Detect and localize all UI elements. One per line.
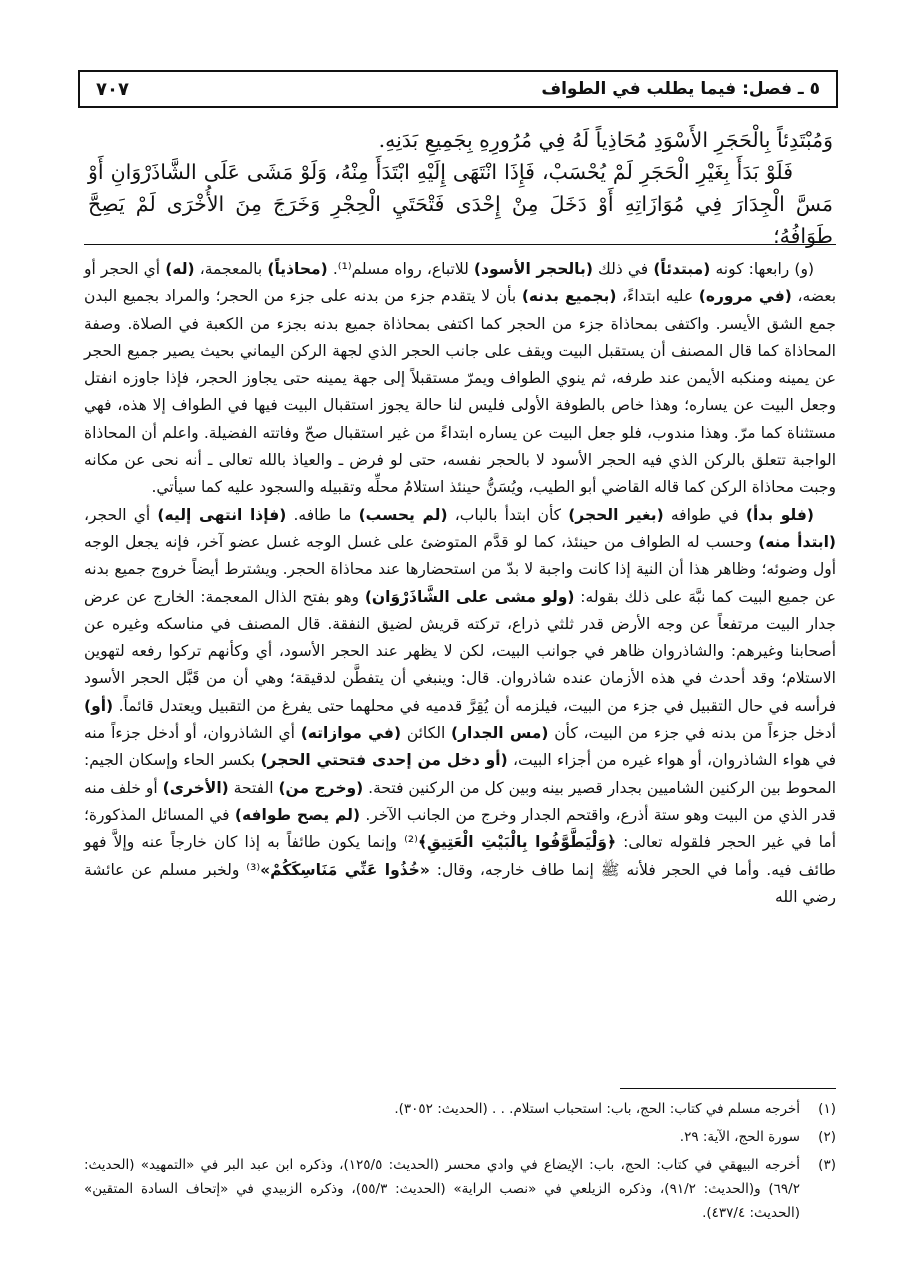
commentary-text: بكسر الحاء وإسكان الجيم: المحوط بين الركنين الشاميين بجدار قصير بينه وبين كل من الركنين فتحة.	[84, 751, 837, 797]
running-header	[78, 70, 838, 108]
lemma-text: (وخرج من)	[278, 778, 364, 797]
lemma-text: ﴿وَلْيَطَّوَّفُوا بِالْبَيْتِ الْعَتِيقِ﴾	[417, 833, 617, 852]
lemma-text: (بالحجر الأسود)	[473, 260, 593, 278]
lemma-text: (أو)	[84, 696, 114, 715]
commentary-text: في طوافه	[663, 505, 746, 524]
commentary-text: (و) رابعها: كونه	[710, 260, 814, 278]
commentary-text: عليه ابتداءً،	[616, 287, 699, 306]
commentary-text: بالمعجمة،	[194, 260, 268, 278]
lemma-text: (فإذا انتهى إليه)	[157, 505, 287, 524]
commentary	[84, 256, 836, 911]
footnote-text: سورة الحج، الآية: ٢٩.	[679, 1129, 800, 1145]
commentary-text: أدخل جزءاً من بدنه في جزء من البيت، كأن	[548, 724, 836, 743]
commentary-text: ما طافه.	[286, 505, 359, 524]
commentary-text: وهو بفتح الذال المعجمة: الخارج عن عرض جدار البيت مرتفعاً عن وجه الأرض قدر ثلثي ذراع، تركته قريش لضيق النفقة. قال المصنف في مناسكه وغيره عن أصحابنا وغيرهم: والشاذروان ظاهر في جوانب البيت، لكن لا يظهر عند الحجر الأسود، أي وكأنهم تركوا رفعه لتهوين الاستلام؛ وقد أحدث في هذه الأزمان عنده شاذروان. قال: وينبغي أن يتفطَّن لدقيقة؛ وهي أن من قَبَّل الحجر الأسود فرأسه في حال التقبيل في جزء من البيت، فيلزمه أن يُقِرَّ قدميه في محلهما حتى يفرغ من التقبيل ويعتدل قائماً.	[84, 587, 836, 715]
commentary-text: أي الحجر أو بعضه،	[84, 260, 837, 306]
footnote-text: أخرجه البيهقي في كتاب: الحج، باب: الإيضاع في وادي محسر (الحديث: ١٢٥/٥)، وذكره ابن عبد البر في «التمهيد» (الحديث: ٦٩/٢) و(الحديث: ٩١/٢)، وذكره الزيلعي في «نصب الراية» (الحديث: ٥٥/٣)، وذكره الزبيدي في «إتحاف السادة المتقين» (الحديث: ٤٣٧/٤).	[84, 1157, 801, 1221]
commentary-text: ⁽³⁾ ولخبر مسلم عن عائشة رضي الله	[84, 860, 836, 906]
commentary-paragraph-1	[84, 256, 836, 502]
page-number: ٧٠٧	[96, 78, 129, 100]
footnotes	[84, 1097, 836, 1229]
lemma-text: (محاذياً)	[267, 260, 328, 278]
lemma-text: (مس الجدار)	[451, 724, 549, 743]
commentary-text: في المسائل المذكورة؛ أما في غير الحجر فلقوله تعالى:	[84, 805, 837, 852]
lemma-text: (له)	[165, 260, 195, 278]
commentary-text: للاتباع، رواه مسلم⁽¹⁾.	[327, 260, 474, 278]
section-title: ٥ ـ فصل: فيما يطلب في الطواف	[541, 79, 820, 99]
footnote-number: (١)	[818, 1101, 836, 1117]
footnote	[84, 1125, 836, 1149]
main-text-line-2: فَلَوْ بَدَأَ بِغَيْرِ الْحَجَرِ لَمْ يُحْسَبْ، فَإِذَا انْتَهَى إِلَيْهِ ابْتَدَأَ مِنْهُ، وَلَوْ مَشَى عَلَى الشَّاذَرْوَانِ أَوْ مَسَّ الْجِدَارَ فِي مُوَازَاتِهِ أَوْ دَخَلَ مِنْ إِحْدَى فَتْحَتَيِ الْحِجْرِ وَخَرَجَ مِنَ الأُخْرَى لَمْ يَصِحَّ طَوَافُهُ؛	[88, 160, 833, 248]
lemma-text: (بغير الحجر)	[568, 505, 664, 524]
commentary-paragraph-2	[84, 502, 836, 911]
footnote	[84, 1153, 836, 1225]
lemma-text: (لم يحسب)	[358, 505, 448, 524]
lemma-text: (فلو بدأ)	[745, 505, 814, 524]
lemma-text: (في مروره)	[698, 287, 792, 306]
main-text	[88, 124, 833, 252]
footnote-number: (٣)	[818, 1157, 836, 1173]
commentary-text: الكائن	[401, 724, 452, 743]
footnote-text: أخرجه مسلم في كتاب: الحج، باب: استحباب استلام. . . (الحديث: ٣٠٥٢).	[394, 1101, 800, 1117]
text-divider	[84, 244, 836, 245]
lemma-text: (ولو مشى على الشَّاذَرْوَان)	[364, 587, 575, 606]
commentary-text: ⁽²⁾ وإنما يكون طائفاً به إذا كان خارجاً عنه وإلاَّ فهو طائف فيه. وأما في الحجر فلأنه ﷺ إنما طاف خارجه، وقال:	[84, 833, 836, 879]
commentary-text: أي الحجر،	[84, 505, 158, 524]
commentary-text: أي الشاذروان، أو أدخل جزءاً منه في هواء الشاذروان، أو هواء غيره من أجزاء البيت،	[84, 724, 836, 770]
commentary-text: أو خلف منه قدر الذي من البيت وهو ستة أذرع، واقتحم الجدار وخرج من الجانب الآخر.	[84, 778, 836, 824]
commentary-text: وحسب له الطواف من حينئذ، كما لو قدَّم المتوضئ على غسل الوجه غسل عضو آخر، فإنه يجعل الوجه أول وضوئه؛ وظاهر هذا أن النية إذا كانت واجبة لا بدّ من استحضارها عند محاذاة الحجر. ويشترط أيضاً خروج جميع بدنه عن جميع البيت كما نبَّهَ على ذلك بقوله:	[84, 532, 836, 606]
lemma-text: (في موازاته)	[300, 724, 402, 743]
commentary-text: بأن لا يتقدم جزء من بدنه على جزء من الحجر؛ والمراد بجميع البدن جمع الشق الأيسر. واكتفى بمحاذاة جزء من الحجر كما اكتفى بمحاذاة جميع بدنه بجزء من الكعبة في الصلاة. وصفة المحاذاة كما قال المصنف أن يستقبل البيت ويقف على جانب الحجر الذي لجهة الركن اليماني بحيث يصير جميع الحجر عن يمينه ومنكبه الأيمن عند طرفه، ثم ينوي الطواف ويمرّ مستقبلاً إلى جهة يمينه حتى يجاوز الحجر، فإذا جاوزه انفتل وجعل البيت عن يساره؛ وهذا خاص بالطوفة الأولى فليس لنا حالة يجوز استقبال البيت فيها في الطواف إلا هذه، فهي مستثناة كما مرّ. وهذا مندوب، فلو جعل البيت عن يساره ابتداءً من غير استقبال صحّ وفاتته الفضيلة. واعلم أن المحاذاة الواجبة تتعلق بالركن الذي فيه الحجر الأسود لا بالحجر نفسه، حتى لو فرض ـ والعياذ بالله تعالى ـ أنه نحى عن مكانه وجبت محاذاة الركن كما قاله القاضي أبو الطيب، ويُسَنُّ حينئذ استلامُ محلِّه وتقبيله والسجود عليه كما سيأتي.	[84, 287, 836, 497]
commentary-text: في ذلك	[592, 260, 654, 278]
lemma-text: (أو دخل من إحدى فتحتي الحجر)	[260, 751, 508, 770]
lemma-text: (الأخرى)	[162, 778, 229, 797]
lemma-text: (بجميع بدنه)	[521, 287, 617, 306]
lemma-text: (لم يصح طوافه)	[234, 805, 361, 824]
lemma-text: (مبتدئاً)	[653, 260, 711, 278]
footnote-number: (٢)	[818, 1129, 836, 1145]
footnote-divider	[620, 1088, 836, 1089]
commentary-text: كأن ابتدأ بالباب،	[447, 505, 569, 524]
lemma-text: «خُذُوا عَنِّي مَنَاسِكَكُمْ»	[260, 860, 430, 879]
main-text-line-1: وَمُبْتَدِئاً بِالْحَجَرِ الأَسْوَدِ مُحَاذِياً لَهُ فِي مُرُورِهِ بِجَمِيعِ بَدَنِهِ.	[378, 128, 833, 152]
commentary-text: الفتحة	[228, 778, 279, 797]
lemma-text: (ابتدأ منه)	[758, 532, 836, 551]
footnote	[84, 1097, 836, 1121]
